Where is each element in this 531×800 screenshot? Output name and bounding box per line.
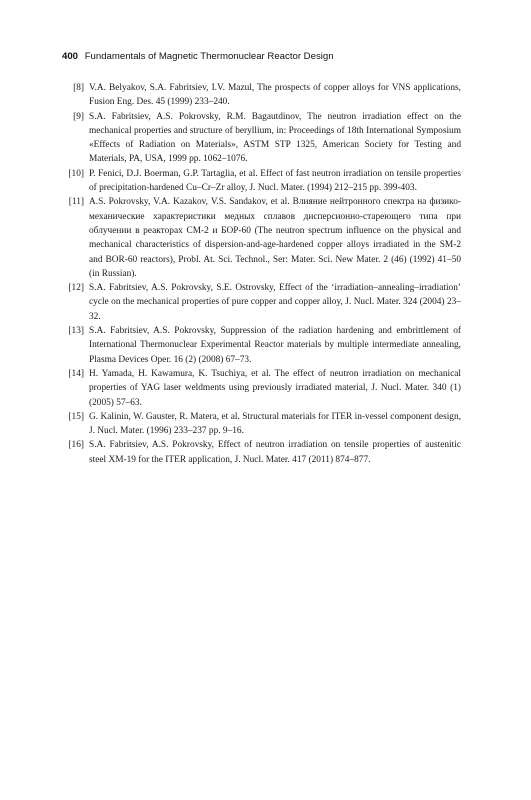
reference-text: S.A. Fabritsiev, A.S. Pokrovsky, S.E. Ostrovsky, Effect of the ‘irradiation–annealing–irradiation’ cycle on the mechanical properties of pure copper and copper alloy, J. Nucl. Mater. 324 (2004) 23–32. <box>89 283 461 322</box>
running-head <box>62 51 334 62</box>
reference-item <box>63 167 461 196</box>
reference-text: G. Kalinin, W. Gauster, R. Matera, et al. Structural materials for ITER in-vessel component design, J. Nucl. Mater. (1996) 233–237 pp. 9–16. <box>89 411 461 437</box>
reference-item <box>63 281 461 324</box>
reference-number: [14] <box>68 368 84 379</box>
reference-item <box>63 110 461 167</box>
reference-number: [16] <box>68 440 84 451</box>
reference-number: [13] <box>68 326 84 337</box>
reference-text: P. Fenici, D.J. Boerman, G.P. Tartaglia, et al. Effect of fast neutron irradiation on tensile properties of precipitation-hardened Cu–Cr–Zr alloy, J. Nucl. Mater. (1994) 212–215 pp. 399-403. <box>89 168 461 194</box>
reference-number: [8] <box>73 83 84 93</box>
reference-item <box>63 324 461 367</box>
reference-number: [12] <box>68 283 84 294</box>
reference-list <box>63 81 461 467</box>
reference-text: S.A. Fabritsiev, A.S. Pokrovsky, Effect of neutron irradiation on tensile properties of austenitic steel XM-19 for the ITER application, J. Nucl. Mater. 417 (2011) 874–877. <box>89 440 461 465</box>
reference-text: S.A. Fabritsiev, A.S. Pokrovsky, R.M. Bagautdinov, The neutron irradiation effect on the mechanical properties and structure of beryllium, in: Proceedings of 18th International Symposium «Effects of Radiation on Materials», ASTM STP 1325, American Society for Testing and Materials, PA, USA, 1999 pp. 1062–1076. <box>89 111 461 165</box>
reference-number: [9] <box>73 111 84 122</box>
reference-item <box>63 410 461 439</box>
reference-text: S.A. Fabritsiev, A.S. Pokrovsky, Suppression of the radiation hardening and embrittlement of International Thermonuclear Experimental Reactor materials by multiple intermediate annealing, Plasma Devices Oper. 16 (2) (2008) 67–73. <box>89 326 461 365</box>
reference-text: V.A. Belyakov, S.A. Fabritsiev, I.V. Mazul, The prospects of copper alloys for VNS applications, Fusion Eng. Des. 45 (1999) 233–240. <box>89 83 461 108</box>
book-title: Fundamentals of Magnetic Thermonuclear Reactor Design <box>84 51 334 62</box>
reference-text: A.S. Pokrovsky, V.A. Kazakov, V.S. Sandakov, et al. Влияние нейтронного спектра на физико-механические характеристики медных сплавов дисперсионно-стареющего типа при облучении в реакторах СМ-2 и БОР-60 (The neutron spectrum influence on the physical and mechanical characteristics of dispersion-and-age-hardened copper alloys irradiated in the SM-2 and BOR-60 reactors), Probl. At. Sci. Technol., Ser: Mater. Sci. New Mater. 2 (46) (1992) 41–50 (in Russian). <box>89 197 461 279</box>
reference-text: H. Yamada, H. Kawamura, K. Tsuchiya, et al. The effect of neutron irradiation on mechanical properties of YAG laser weldments using previously irradiated material, J. Nucl. Mater. 340 (1) (2005) 57–63. <box>89 368 461 408</box>
reference-number: [11] <box>68 197 84 208</box>
reference-item <box>63 367 461 410</box>
reference-number: [15] <box>68 411 84 422</box>
reference-number: [10] <box>68 168 84 179</box>
reference-item <box>63 81 461 110</box>
reference-item <box>63 195 461 281</box>
reference-item <box>63 438 461 467</box>
page-number: 400 <box>62 51 79 62</box>
